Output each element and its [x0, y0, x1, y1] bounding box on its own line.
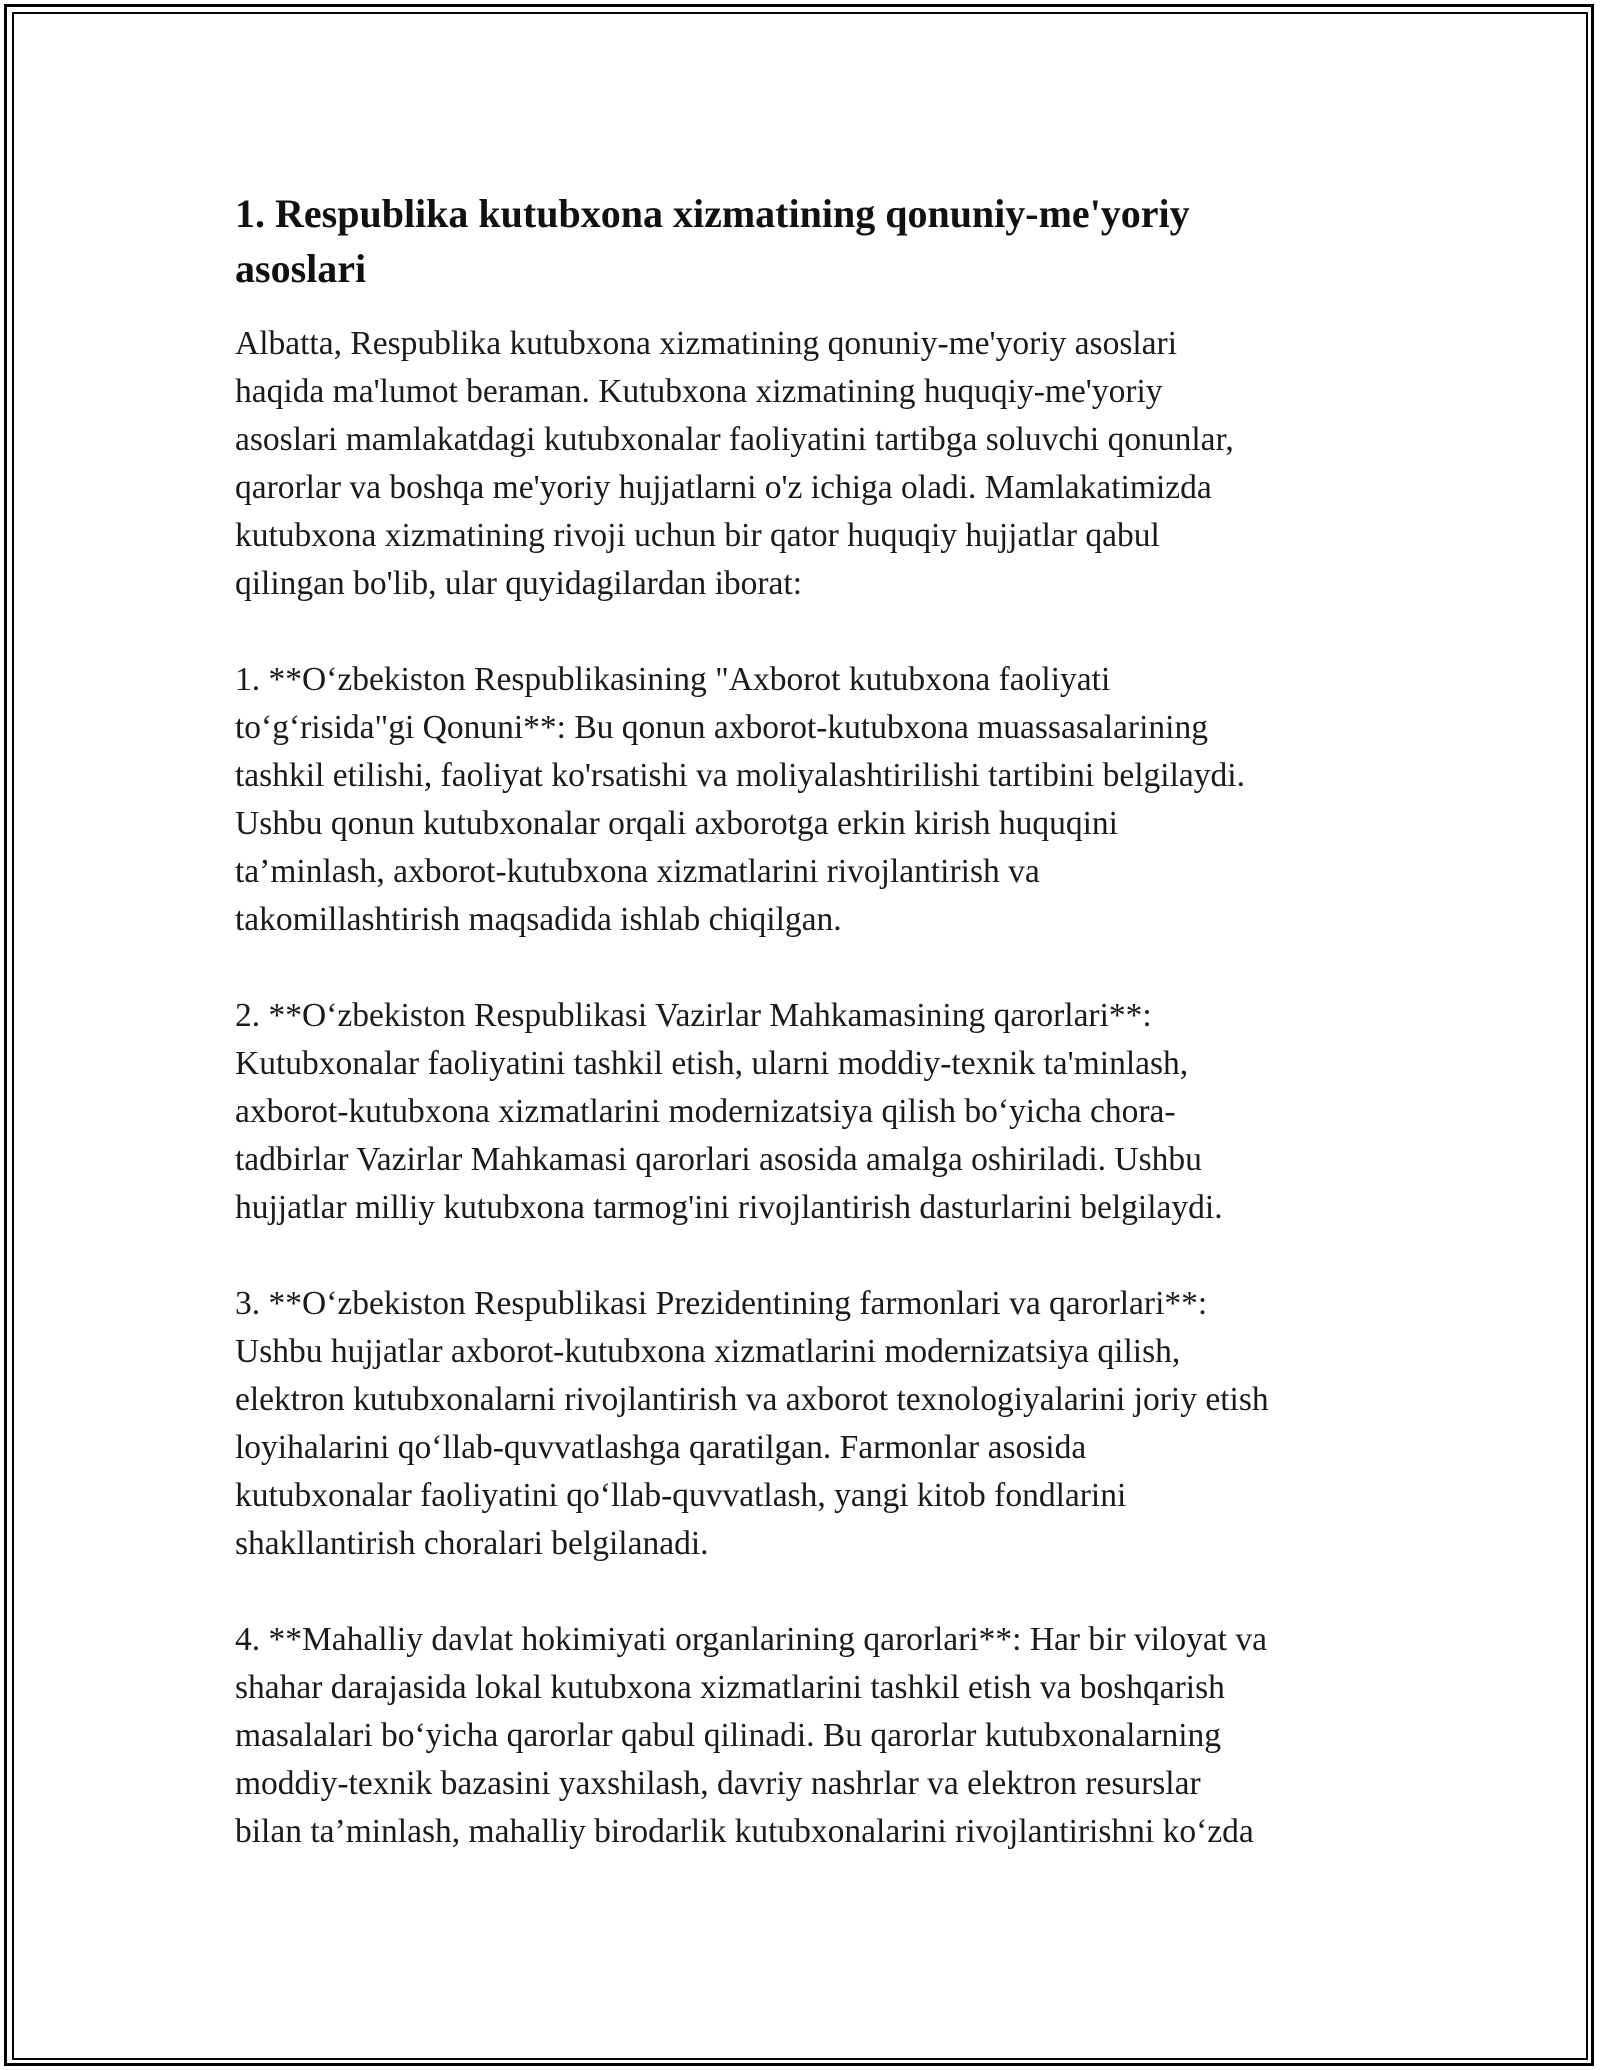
paragraph-line: hujjatlar milliy kutubxona tarmog'ini rivojlantirish dasturlarini belgilaydi. [235, 1189, 1223, 1226]
paragraph-line: qarorlar va boshqa me'yoriy hujjatlarni o'z ichiga oladi. Mamlakatimizda [235, 469, 1212, 506]
paragraph-line: 4. **Mahalliy davlat hokimiyati organlarining qarorlari**: Har bir viloyat va [235, 1621, 1268, 1658]
paragraph-line: shahar darajasida lokal kutubxona xizmatlarini tashkil etish va boshqarish [235, 1669, 1225, 1706]
paragraph-line: masalalari bo‘yicha qarorlar qabul qilinadi. Bu qarorlar kutubxonalarning [235, 1717, 1222, 1754]
paragraph-line: 2. **O‘zbekiston Respublikasi Vazirlar Mahkamasining qarorlari**: [235, 997, 1152, 1034]
paragraph-line: axborot-kutubxona xizmatlarini modernizatsiya qilish bo‘yicha chora- [235, 1093, 1176, 1130]
paragraph-line: ta’minlash, axborot-kutubxona xizmatlarini rivojlantirish va [235, 853, 1040, 890]
list-item-2-paragraph [235, 992, 1385, 1232]
paragraph-line: haqida ma'lumot beraman. Kutubxona xizmatining huquqiy-me'yoriy [235, 373, 1163, 410]
paragraph-line: Kutubxonalar faoliyatini tashkil etish, ularni moddiy-texnik ta'minlash, [235, 1045, 1189, 1082]
paragraph-line: qilingan bo'lib, ular quyidagilardan iborat: [235, 565, 803, 602]
heading-line: 1. Respublika kutubxona xizmatining qonuniy-me'yoriy [235, 191, 1190, 236]
list-item-1-paragraph [235, 656, 1385, 944]
paragraph-line: Albatta, Respublika kutubxona xizmatining qonuniy-me'yoriy asoslari [235, 325, 1178, 362]
paragraph-line: moddiy-texnik bazasini yaxshilash, davriy nashrlar va elektron resurslar [235, 1765, 1201, 1802]
paragraph-line: bilan ta’minlash, mahalliy birodarlik kutubxonalarini rivojlantirishni ko‘zda [235, 1813, 1254, 1850]
list-item-4-paragraph [235, 1616, 1385, 1856]
paragraph-line: Ushbu hujjatlar axborot-kutubxona xizmatlarini modernizatsiya qilish, [235, 1333, 1181, 1370]
paragraph-line: asoslari mamlakatdagi kutubxonalar faoliyatini tartibga soluvchi qonunlar, [235, 421, 1234, 458]
paragraph-line: kutubxona xizmatining rivoji uchun bir qator huquqiy hujjatlar qabul [235, 517, 1160, 554]
paragraph-line: tadbirlar Vazirlar Mahkamasi qarorlari asosida amalga oshiriladi. Ushbu [235, 1141, 1202, 1178]
paragraph-line: tashkil etilishi, faoliyat ko'rsatishi va moliyalashtirilishi tartibini belgilaydi. [235, 757, 1245, 794]
intro-paragraph [235, 320, 1385, 608]
paragraph-line: loyihalarini qo‘llab-quvvatlashga qaratilgan. Farmonlar asosida [235, 1429, 1087, 1466]
paragraph-line: takomillashtirish maqsadida ishlab chiqilgan. [235, 901, 842, 938]
paragraph-line: to‘g‘risida"gi Qonuni**: Bu qonun axborot-kutubxona muassasalarining [235, 709, 1208, 746]
paragraph-line: 3. **O‘zbekiston Respublikasi Prezidentining farmonlari va qarorlari**: [235, 1285, 1208, 1322]
section-heading [235, 186, 1385, 296]
document-body [235, 186, 1385, 1904]
paragraph-line: shakllantirish choralari belgilanadi. [235, 1525, 709, 1562]
paragraph-line: 1. **O‘zbekiston Respublikasining "Axborot kutubxona faoliyati [235, 661, 1111, 698]
heading-line: asoslari [235, 246, 367, 291]
paragraph-line: elektron kutubxonalarni rivojlantirish va axborot texnologiyalarini joriy etish [235, 1381, 1269, 1418]
paragraph-line: Ushbu qonun kutubxonalar orqali axborotga erkin kirish huquqini [235, 805, 1118, 842]
list-item-3-paragraph [235, 1280, 1385, 1568]
paragraph-line: kutubxonalar faoliyatini qo‘llab-quvvatlash, yangi kitob fondlarini [235, 1477, 1127, 1514]
